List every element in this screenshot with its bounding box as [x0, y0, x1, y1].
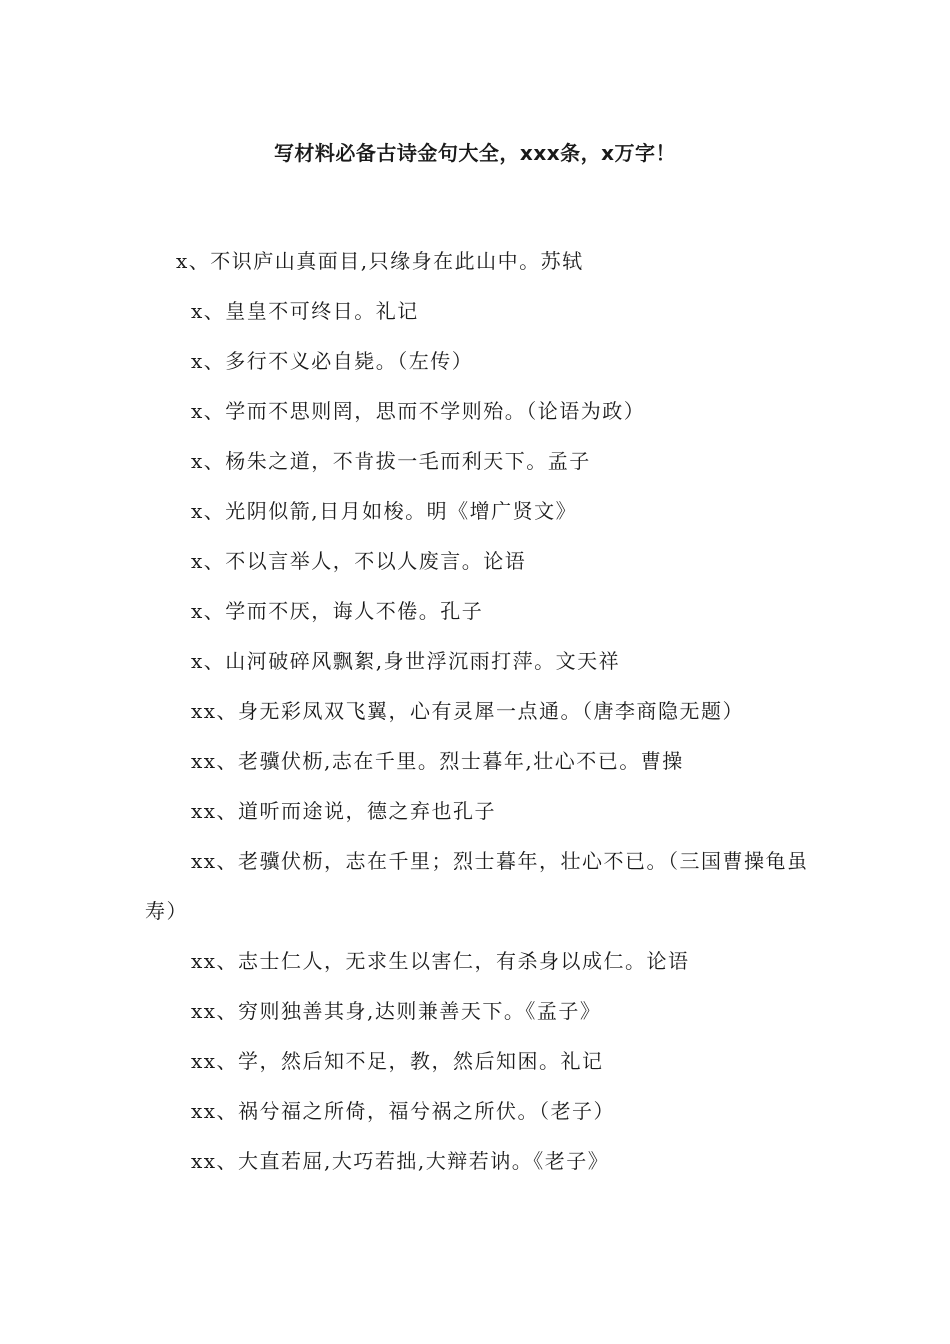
- list-item: xx、学，然后知不足，教，然后知困。礼记: [191, 1049, 604, 1073]
- list-item: x、多行不义必自毙。（左传）: [191, 349, 474, 373]
- list-item: xx、祸兮福之所倚，福兮祸之所伏。（老子）: [191, 1099, 616, 1123]
- list-item: xx、老骥伏枥，志在千里；烈士暮年，壮心不已。（三国曹操龟虽寿）: [145, 849, 809, 923]
- list-item: xx、志士仁人，无求生以害仁，有杀身以成仁。论语: [191, 949, 690, 973]
- list-item: xx、大直若屈,大巧若拙,大辩若讷。《老子》: [191, 1149, 610, 1173]
- document-title: 写材料必备古诗金句大全，xxx条，x万字！: [273, 141, 677, 165]
- list-item: xx、穷则独善其身,达则兼善天下。《孟子》: [191, 999, 602, 1023]
- list-item: x、不识庐山真面目,只缘身在此山中。苏轼: [176, 249, 584, 273]
- list-item: x、杨朱之道，不肯拔一毛而利天下。孟子: [191, 449, 591, 473]
- list-item: x、学而不厌，诲人不倦。孔子: [191, 599, 484, 623]
- list-item: xx、道听而途说，德之弃也孔子: [191, 799, 497, 823]
- list-item: x、山河破碎风飘絮,身世浮沉雨打萍。文天祥: [191, 649, 621, 673]
- list-item: x、光阴似箭,日月如梭。明《增广贤文》: [191, 499, 578, 523]
- list-item: x、学而不思则罔，思而不学则殆。（论语为政）: [191, 399, 646, 423]
- list-item: xx、老骥伏枥,志在千里。烈士暮年,壮心不已。曹操: [191, 749, 684, 773]
- list-item: x、皇皇不可终日。礼记: [191, 299, 419, 323]
- list-item: xx、身无彩凤双飞翼，心有灵犀一点通。（唐李商隐无题）: [191, 699, 745, 723]
- list-item: x、不以言举人，不以人废言。论语: [191, 549, 527, 573]
- quote-list: [145, 236, 810, 1186]
